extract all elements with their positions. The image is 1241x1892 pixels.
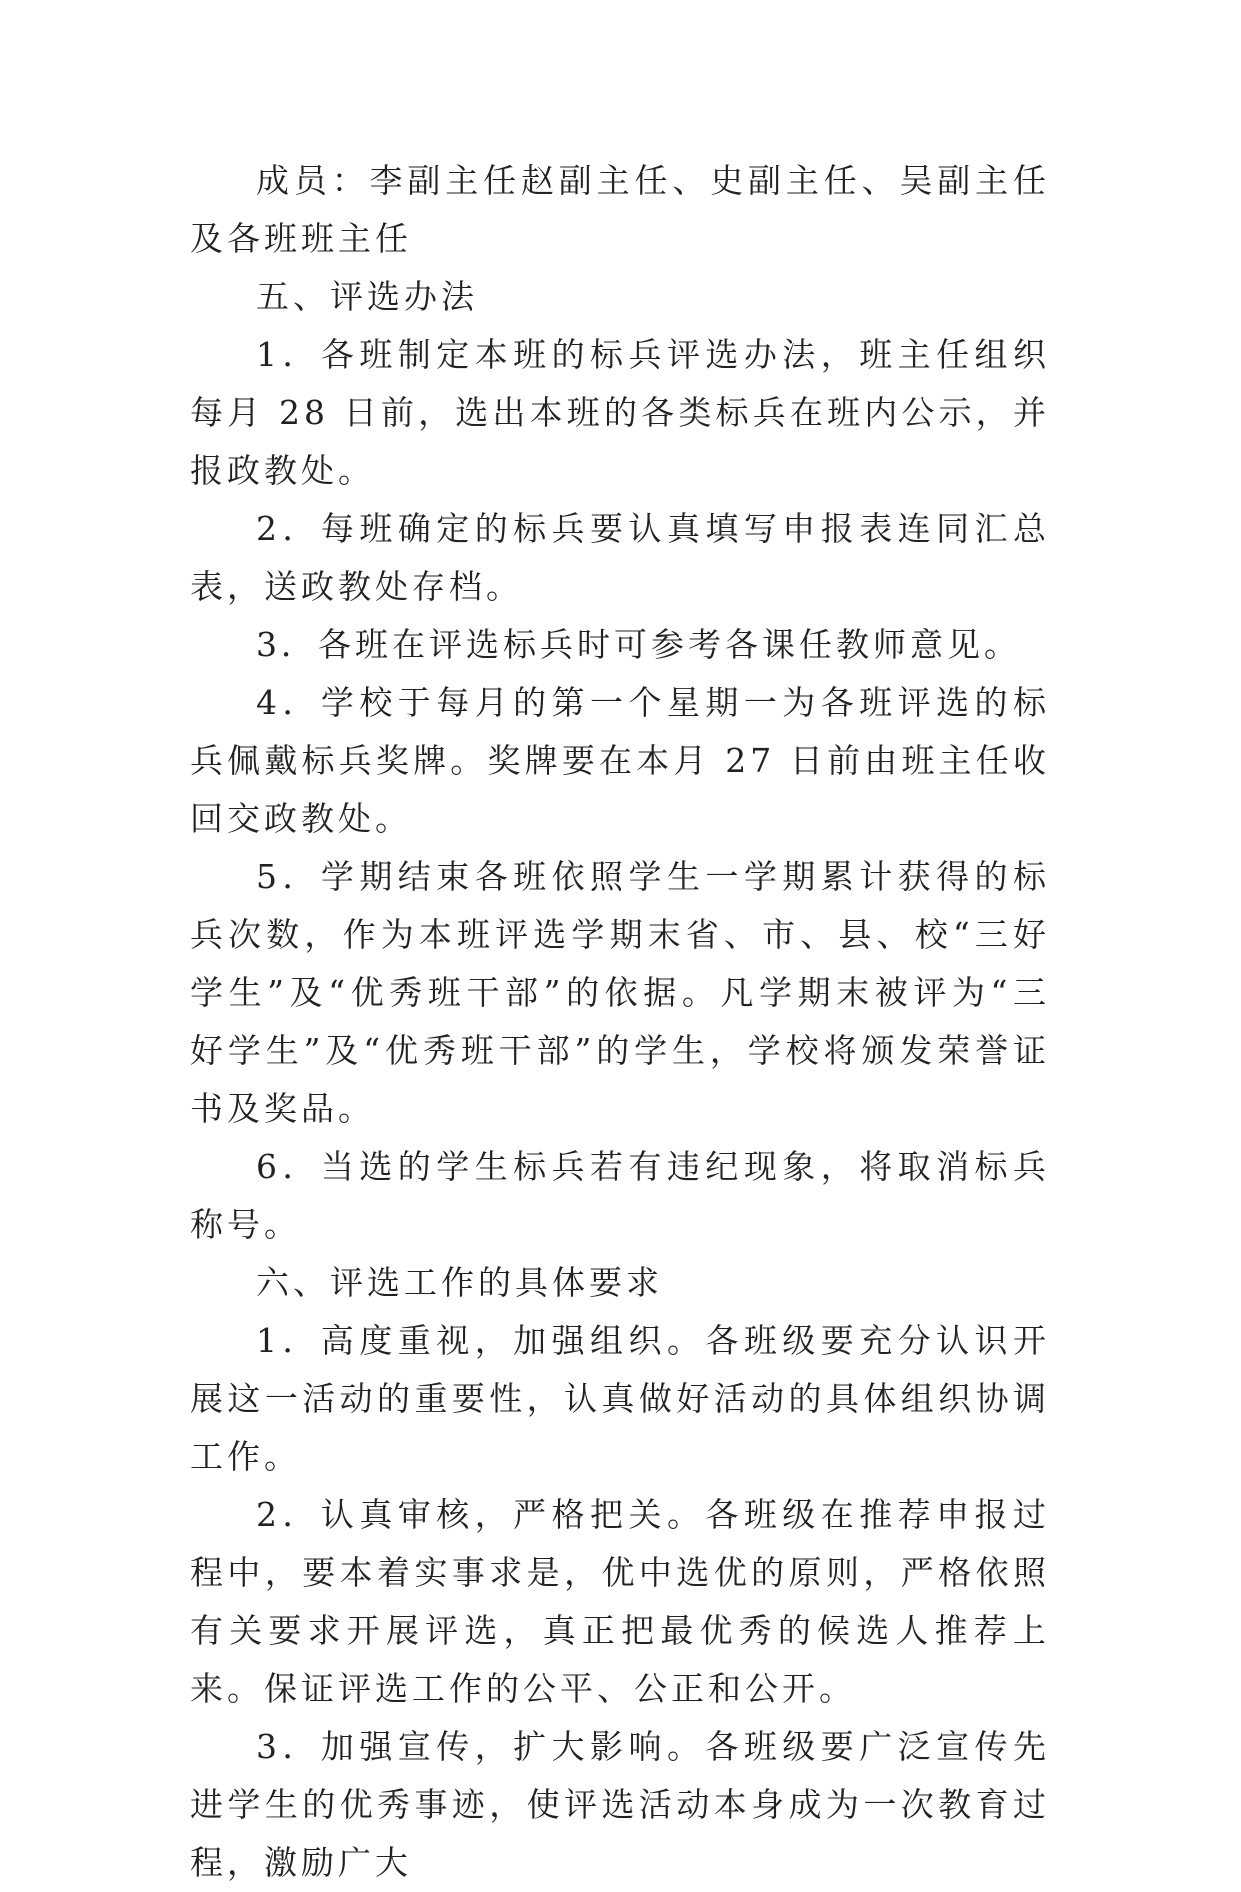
method-item-5: 5．学期结束各班依照学生一学期累计获得的标兵次数，作为本班评选学期末省、市、县、校“三好学生”及“优秀班干部”的依据。凡学期末被评为“三好学生”及“优秀班干部”的学生，学校将颁发荣誉证书及奖品。 [190, 857, 1050, 1128]
requirement-item-2: 2．认真审核，严格把关。各班级在推荐申报过程中，要本着实事求是，优中选优的原则，严格依照有关要求开展评选，真正把最优秀的候选人推荐上来。保证评选工作的公平、公正和公开。 [190, 1495, 1050, 1708]
document-body [190, 152, 1050, 1892]
method-item-6: 6．当选的学生标兵若有违纪现象，将取消标兵称号。 [190, 1147, 1050, 1244]
requirement-item-3: 3．加强宣传，扩大影响。各班级要广泛宣传先进学生的优秀事迹，使评选活动本身成为一次教育过程，激励广大 [190, 1727, 1050, 1882]
requirement-item-1: 1．高度重视，加强组织。各班级要充分认识开展这一活动的重要性，认真做好活动的具体组织协调工作。 [190, 1321, 1050, 1476]
section-heading-5: 五、评选办法 [256, 277, 478, 316]
section-heading-6: 六、评选工作的具体要求 [256, 1263, 663, 1302]
method-item-1: 1．各班制定本班的标兵评选办法，班主任组织每月 28 日前，选出本班的各类标兵在班内公示，并报政教处。 [190, 335, 1050, 490]
members-paragraph: 成员：李副主任赵副主任、史副主任、吴副主任及各班班主任 [190, 161, 1050, 258]
method-item-3: 3．各班在评选标兵时可参考各课任教师意见。 [256, 625, 1021, 664]
method-item-4: 4．学校于每月的第一个星期一为各班评选的标兵佩戴标兵奖牌。奖牌要在本月 27 日前由班主任收回交政教处。 [190, 683, 1050, 838]
method-item-2: 2．每班确定的标兵要认真填写申报表连同汇总表，送政教处存档。 [190, 509, 1050, 606]
